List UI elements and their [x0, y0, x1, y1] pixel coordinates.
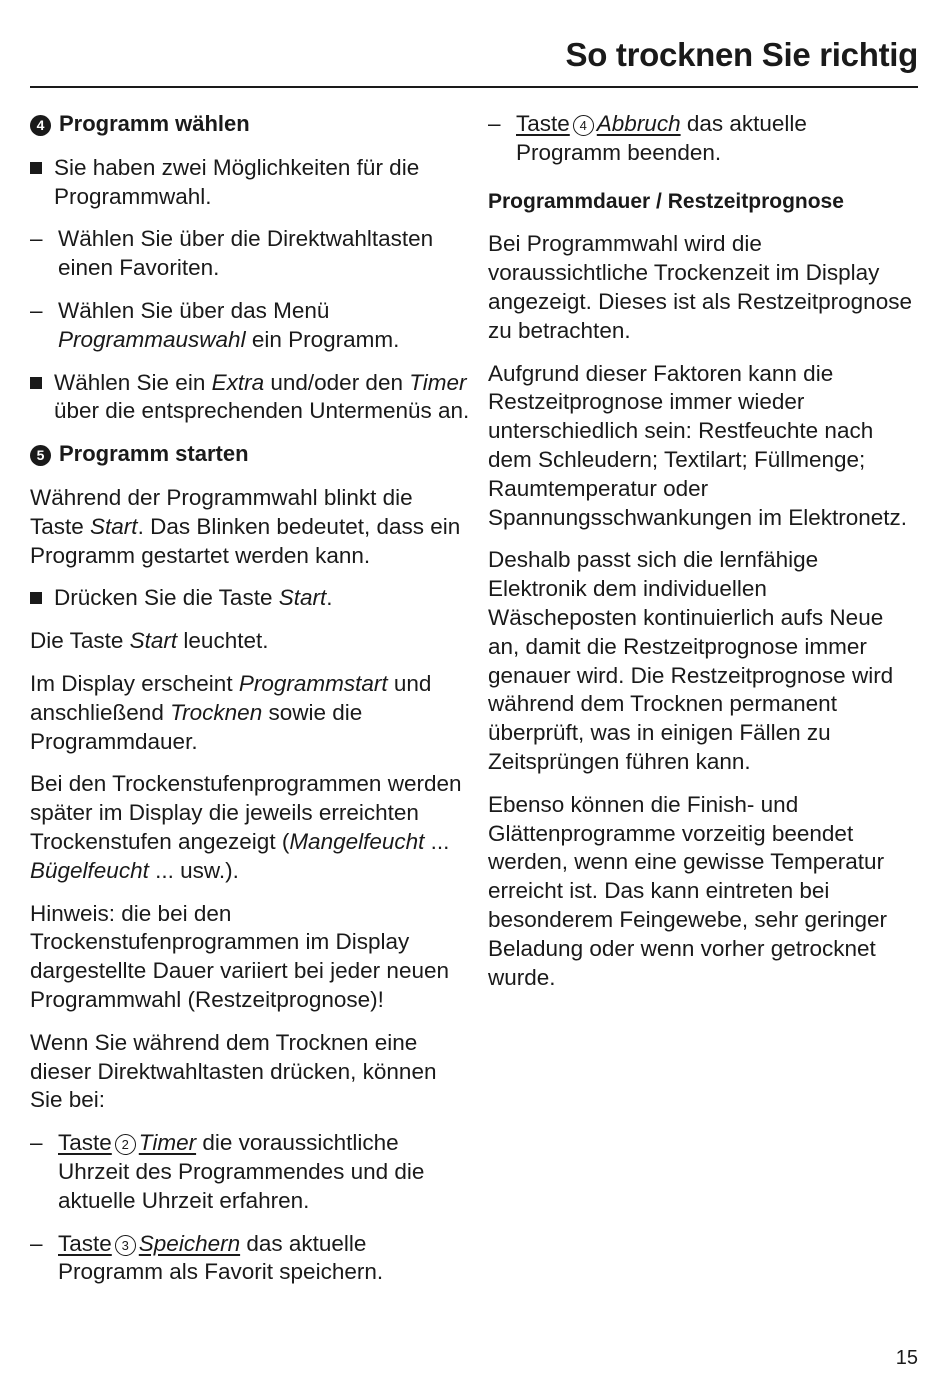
square-bullet-icon: [30, 377, 42, 389]
paragraph: Ebenso können die Finish- und Glättenprogramme vorzeitig beendet werden, wenn eine gewisse Temperatur erreicht ist. Das kann eintreten bei besonderem Feingewebe, sehr geringer Beladung oder wenn vorher getrocknet wurde.: [488, 791, 887, 990]
key-number-2-icon: 2: [115, 1134, 136, 1155]
paragraph: Während der Programmwahl blinkt die Taste Start. Das Blinken bedeutet, dass ein Programm gestartet werden kann.: [30, 484, 461, 568]
dash-item-speichern: – Taste 3 Speichern das aktuelle Programm als Favorit speichern.: [30, 1230, 384, 1285]
right-column: [488, 110, 918, 1006]
paragraph: Die Taste Start leuchtet.: [30, 628, 269, 654]
paragraph: Aufgrund dieser Faktoren kann die Restzeitprognose immer wieder unterschiedlich sein: Restfeuchte nach dem Schleudern; Textilart; Füllmenge; Raumtemperatur oder Spannungsschwankungen im Elektronetz.: [488, 360, 908, 530]
dash-item: – Wählen Sie über die Direktwahltasten einen Favoriten.: [30, 226, 434, 281]
key-reference-timer: Taste 2 Timer: [58, 1130, 197, 1156]
square-bullet-icon: [30, 162, 42, 174]
step-5-heading: 5 Programm starten: [30, 440, 470, 469]
dash-item: – Wählen Sie über das Menü Programmauswahl ein Programm.: [30, 297, 400, 352]
step-4-heading: 4 Programm wählen: [30, 110, 470, 139]
paragraph: Wenn Sie während dem Trocknen eine dieser Direktwahltasten drücken, können Sie bei:: [30, 1029, 437, 1113]
bullet-item: Wählen Sie ein Extra und/oder den Timer über die entsprechenden Untermenüs an.: [30, 369, 470, 427]
page-header: [30, 36, 918, 88]
paragraph: Bei den Trockenstufenprogrammen werden später im Display die jeweils erreichten Trockenstufen angezeigt (Mangelfeucht ... Bügelfeucht ... usw.).: [30, 771, 462, 883]
page-title: So trocknen Sie richtig: [565, 36, 918, 73]
paragraph: Bei Programmwahl wird die voraussichtliche Trockenzeit im Display angezeigt. Dieses ist als Restzeitprognose zu betrachten.: [488, 231, 912, 343]
section-subheading: Programmdauer / Restzeitprognose: [488, 189, 844, 213]
step-number-4: 4: [30, 115, 51, 136]
bullet-item: Drücken Sie die Taste Start.: [30, 584, 470, 613]
bullet-item: Sie haben zwei Möglichkeiten für die Programmwahl.: [30, 154, 470, 212]
step-number-5: 5: [30, 445, 51, 466]
paragraph: Im Display erscheint Programmstart und anschließend Trocknen sowie die Programmdauer.: [30, 670, 432, 754]
paragraph: Deshalb passt sich die lernfähige Elektronik dem individuellen Wäscheposten kontinuierlich aufs Neue an, damit die Restzeitprognose immer genauer wird. Die Restzeitprognose wird während dem Trocknen permanent überprüft, was in einigen Fällen zu Zeitsprüngen führen kann.: [488, 547, 894, 774]
square-bullet-icon: [30, 592, 42, 604]
left-column: [30, 110, 470, 1301]
key-reference-abbruch: Taste 4 Abbruch: [516, 111, 681, 136]
key-reference-speichern: Taste 3 Speichern: [58, 1230, 241, 1256]
page-number: 15: [895, 1347, 918, 1369]
dash-item-timer: – Taste 2 Timer die voraussichtliche Uhrzeit des Programmendes und die aktuelle Uhrzeit erfahren.: [30, 1130, 425, 1213]
note-paragraph: Hinweis: die bei den Trockenstufenprogrammen im Display dargestellte Dauer variiert bei jeder neuen Programmwahl (Restzeitprognose)!: [30, 900, 449, 1012]
key-number-3-icon: 3: [115, 1235, 136, 1256]
dash-item-abbruch: – Taste 4 Abbruch das aktuelle Programm beenden.: [488, 111, 807, 165]
key-number-4-icon: 4: [573, 115, 594, 136]
